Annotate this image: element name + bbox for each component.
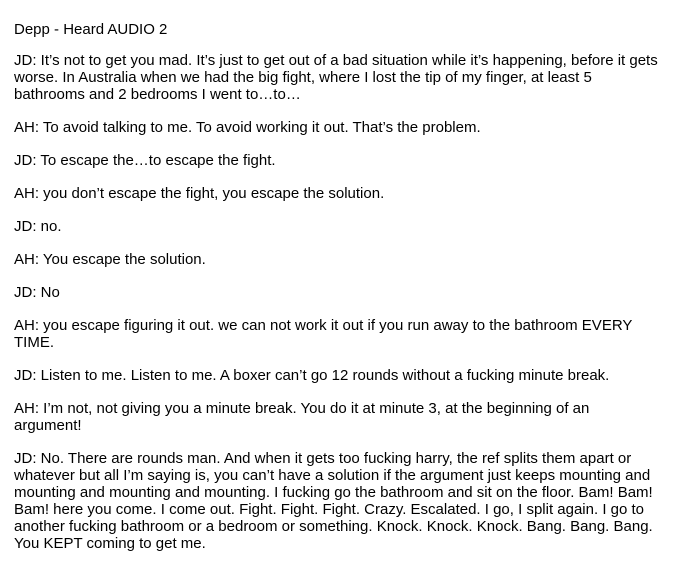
transcript-paragraph-6: AH: You escape the solution.	[14, 251, 206, 268]
transcript-paragraph-9: JD: Listen to me. Listen to me. A boxer can’t go 12 rounds without a fucking minute break.	[14, 367, 610, 384]
transcript-paragraph-3: JD: To escape the…to escape the fight.	[14, 152, 276, 169]
transcript-paragraph-4: AH: you don’t escape the fight, you escape the solution.	[14, 185, 385, 202]
transcript-paragraph-2: AH: To avoid talking to me. To avoid working it out. That’s the problem.	[14, 119, 481, 136]
transcript-paragraph-1: JD: It’s not to get you mad. It’s just to get out of a bad situation while it’s happening, before it gets worse. In Australia when we had the big fight, where I lost the tip of my finger, at least 5 bathrooms and 2 bedrooms I went to…to…	[14, 52, 658, 103]
transcript-paragraph-5: JD: no.	[14, 218, 62, 235]
transcript-paragraph-10: AH: I’m not, not giving you a minute break. You do it at minute 3, at the beginning of an argument!	[14, 400, 590, 434]
transcript-paragraph-11: JD: No. There are rounds man. And when it gets too fucking harry, the ref splits them apart or whatever but all I’m saying is, you can’t have a solution if the argument just keeps mounting and mounting and mounting and mounting. I fucking go the bathroom and sit on the floor. Bam! Bam! Bam! here you come. I come out. Fight. Fight. Fight. Crazy. Escalated. I go, I split again. I go to another fucking bathroom or a bedroom or something. Knock. Knock. Knock. Bang. Bang. Bang. You KEPT coming to get me.	[14, 450, 653, 552]
transcript-paragraph-7: JD: No	[14, 284, 60, 301]
document-title: Depp - Heard AUDIO 2	[14, 21, 168, 38]
transcript-paragraph-8: AH: you escape figuring it out. we can not work it out if you run away to the bathroom EVERY TIME.	[14, 317, 633, 351]
